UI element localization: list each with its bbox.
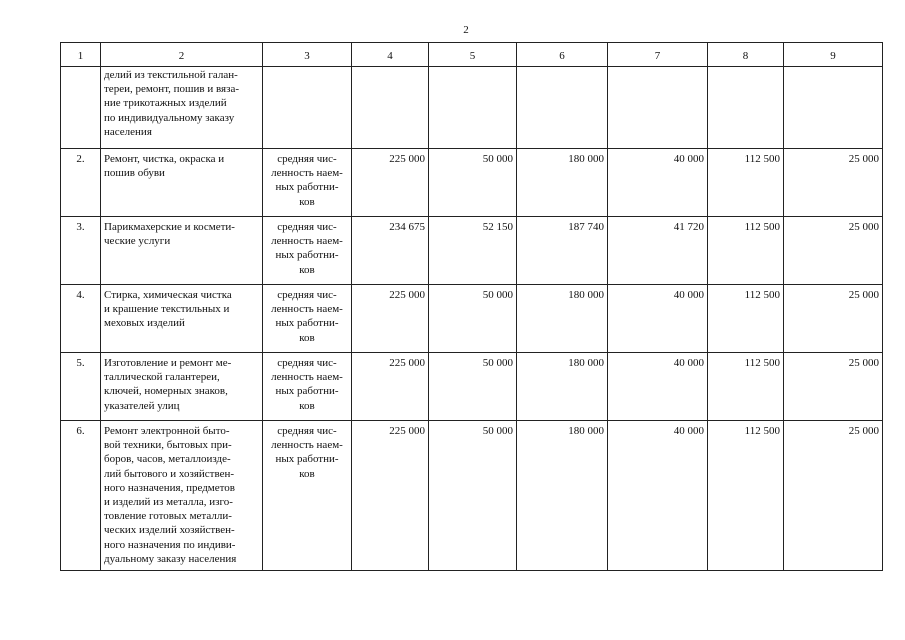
unit-line: средняя чис- — [277, 289, 337, 301]
cell-name — [101, 421, 263, 571]
cell-value: 25 000 — [784, 217, 883, 285]
name-line: и изделий из металла, изго- — [104, 496, 233, 509]
unit-line: ленность наем- — [271, 303, 343, 316]
cell-value — [429, 67, 517, 149]
table-row — [61, 285, 883, 353]
unit-line: ных работни- — [275, 181, 339, 194]
unit-line: ленность наем- — [271, 235, 343, 248]
cell-num: 6. — [61, 421, 101, 571]
cell-unit — [263, 421, 352, 571]
column-header: 1 — [61, 43, 101, 67]
cell-value — [784, 67, 883, 149]
name-line: ключей, номерных знаков, — [104, 385, 228, 398]
cell-num: 3. — [61, 217, 101, 285]
unit-line: ков — [299, 195, 315, 208]
name-line: ние трикотажных изделий — [104, 97, 227, 110]
name-line: Парикмахерские и космети- — [104, 221, 235, 233]
unit-line: средняя чис- — [277, 221, 337, 233]
name-line: ческих изделий хозяйствен- — [104, 524, 235, 537]
unit-line: ленность наем- — [271, 371, 343, 384]
unit-line: ных работни- — [275, 317, 339, 330]
name-line: пошив обуви — [104, 167, 165, 180]
name-line: ного назначения, предметов — [104, 481, 235, 494]
column-header: 3 — [263, 43, 352, 67]
unit-line: ков — [299, 467, 315, 480]
table-row — [61, 353, 883, 421]
cell-value: 112 500 — [708, 285, 784, 353]
cell-value: 50 000 — [429, 149, 517, 217]
cell-num — [61, 67, 101, 149]
cell-unit — [263, 149, 352, 217]
cell-value: 41 720 — [608, 217, 708, 285]
cell-name — [101, 67, 263, 149]
cell-value: 180 000 — [517, 285, 608, 353]
cell-value: 40 000 — [608, 353, 708, 421]
cell-unit — [263, 217, 352, 285]
column-header: 8 — [708, 43, 784, 67]
cell-value: 40 000 — [608, 421, 708, 571]
unit-line: средняя чис- — [277, 425, 337, 437]
cell-value: 25 000 — [784, 421, 883, 571]
cell-value: 52 150 — [429, 217, 517, 285]
cell-unit — [263, 67, 352, 149]
name-line: ного назначения по индиви- — [104, 538, 236, 551]
cell-name — [101, 149, 263, 217]
cell-name — [101, 353, 263, 421]
cell-value: 180 000 — [517, 353, 608, 421]
header-row — [61, 43, 883, 67]
unit-line: ков — [299, 331, 315, 344]
cell-name — [101, 285, 263, 353]
table-row — [61, 149, 883, 217]
name-line: населения — [104, 125, 152, 138]
table-row-continuation — [61, 67, 883, 149]
name-line: Ремонт электронной быто- — [104, 425, 230, 437]
name-line: боров, часов, металлоизде- — [104, 453, 231, 466]
page-number: 2 — [463, 24, 469, 36]
name-line: Ремонт, чистка, окраска и — [104, 153, 225, 165]
unit-line: ных работни- — [275, 453, 339, 466]
unit-line: ленность наем- — [271, 439, 343, 452]
cell-value — [352, 67, 429, 149]
cell-unit — [263, 285, 352, 353]
cell-value: 25 000 — [784, 149, 883, 217]
cell-value: 180 000 — [517, 149, 608, 217]
cell-name — [101, 217, 263, 285]
name-line: лий бытового и хозяйствен- — [104, 467, 235, 480]
cell-num: 2. — [61, 149, 101, 217]
column-header: 5 — [429, 43, 517, 67]
cell-value: 225 000 — [352, 421, 429, 571]
table-row — [61, 421, 883, 571]
column-header: 2 — [101, 43, 263, 67]
name-line: Стирка, химическая чистка — [104, 289, 232, 301]
cell-value: 25 000 — [784, 353, 883, 421]
unit-line: ленность наем- — [271, 167, 343, 180]
name-line: указателей улиц — [104, 399, 180, 412]
cell-value — [608, 67, 708, 149]
name-line: товление готовых металли- — [104, 510, 232, 523]
cell-value — [708, 67, 784, 149]
cell-value: 50 000 — [429, 353, 517, 421]
cell-value: 225 000 — [352, 353, 429, 421]
unit-line: ных работни- — [275, 249, 339, 262]
unit-line: средняя чис- — [277, 153, 337, 165]
cell-value: 180 000 — [517, 421, 608, 571]
name-line: делий из текстильной галан- — [104, 69, 238, 81]
column-header: 9 — [784, 43, 883, 67]
unit-line: ных работни- — [275, 385, 339, 398]
cell-value: 187 740 — [517, 217, 608, 285]
data-table — [60, 42, 883, 571]
cell-value: 40 000 — [608, 149, 708, 217]
unit-line: ков — [299, 399, 315, 412]
cell-value: 234 675 — [352, 217, 429, 285]
cell-unit — [263, 353, 352, 421]
cell-value: 112 500 — [708, 353, 784, 421]
name-line: вой техники, бытовых при- — [104, 439, 232, 452]
name-line: Изготовление и ремонт ме- — [104, 357, 232, 369]
name-line: таллической галантереи, — [104, 371, 220, 384]
cell-value: 225 000 — [352, 285, 429, 353]
name-line: ческие услуги — [104, 235, 171, 248]
cell-value: 225 000 — [352, 149, 429, 217]
name-line: тереи, ремонт, пошив и вяза- — [104, 83, 239, 96]
name-line: меховых изделий — [104, 317, 185, 330]
cell-value — [517, 67, 608, 149]
column-header: 7 — [608, 43, 708, 67]
cell-num: 4. — [61, 285, 101, 353]
name-line: и крашение текстильных и — [104, 303, 230, 316]
column-header: 4 — [352, 43, 429, 67]
cell-value: 112 500 — [708, 217, 784, 285]
name-line: по индивидуальному заказу — [104, 111, 235, 124]
table-row — [61, 217, 883, 285]
cell-value: 40 000 — [608, 285, 708, 353]
cell-value: 112 500 — [708, 149, 784, 217]
cell-num: 5. — [61, 353, 101, 421]
cell-value: 50 000 — [429, 421, 517, 571]
cell-value: 50 000 — [429, 285, 517, 353]
cell-value: 112 500 — [708, 421, 784, 571]
unit-line: средняя чис- — [277, 357, 337, 369]
column-header: 6 — [517, 43, 608, 67]
name-line: дуальному заказу населения — [104, 552, 237, 565]
unit-line: ков — [299, 263, 315, 276]
cell-value: 25 000 — [784, 285, 883, 353]
